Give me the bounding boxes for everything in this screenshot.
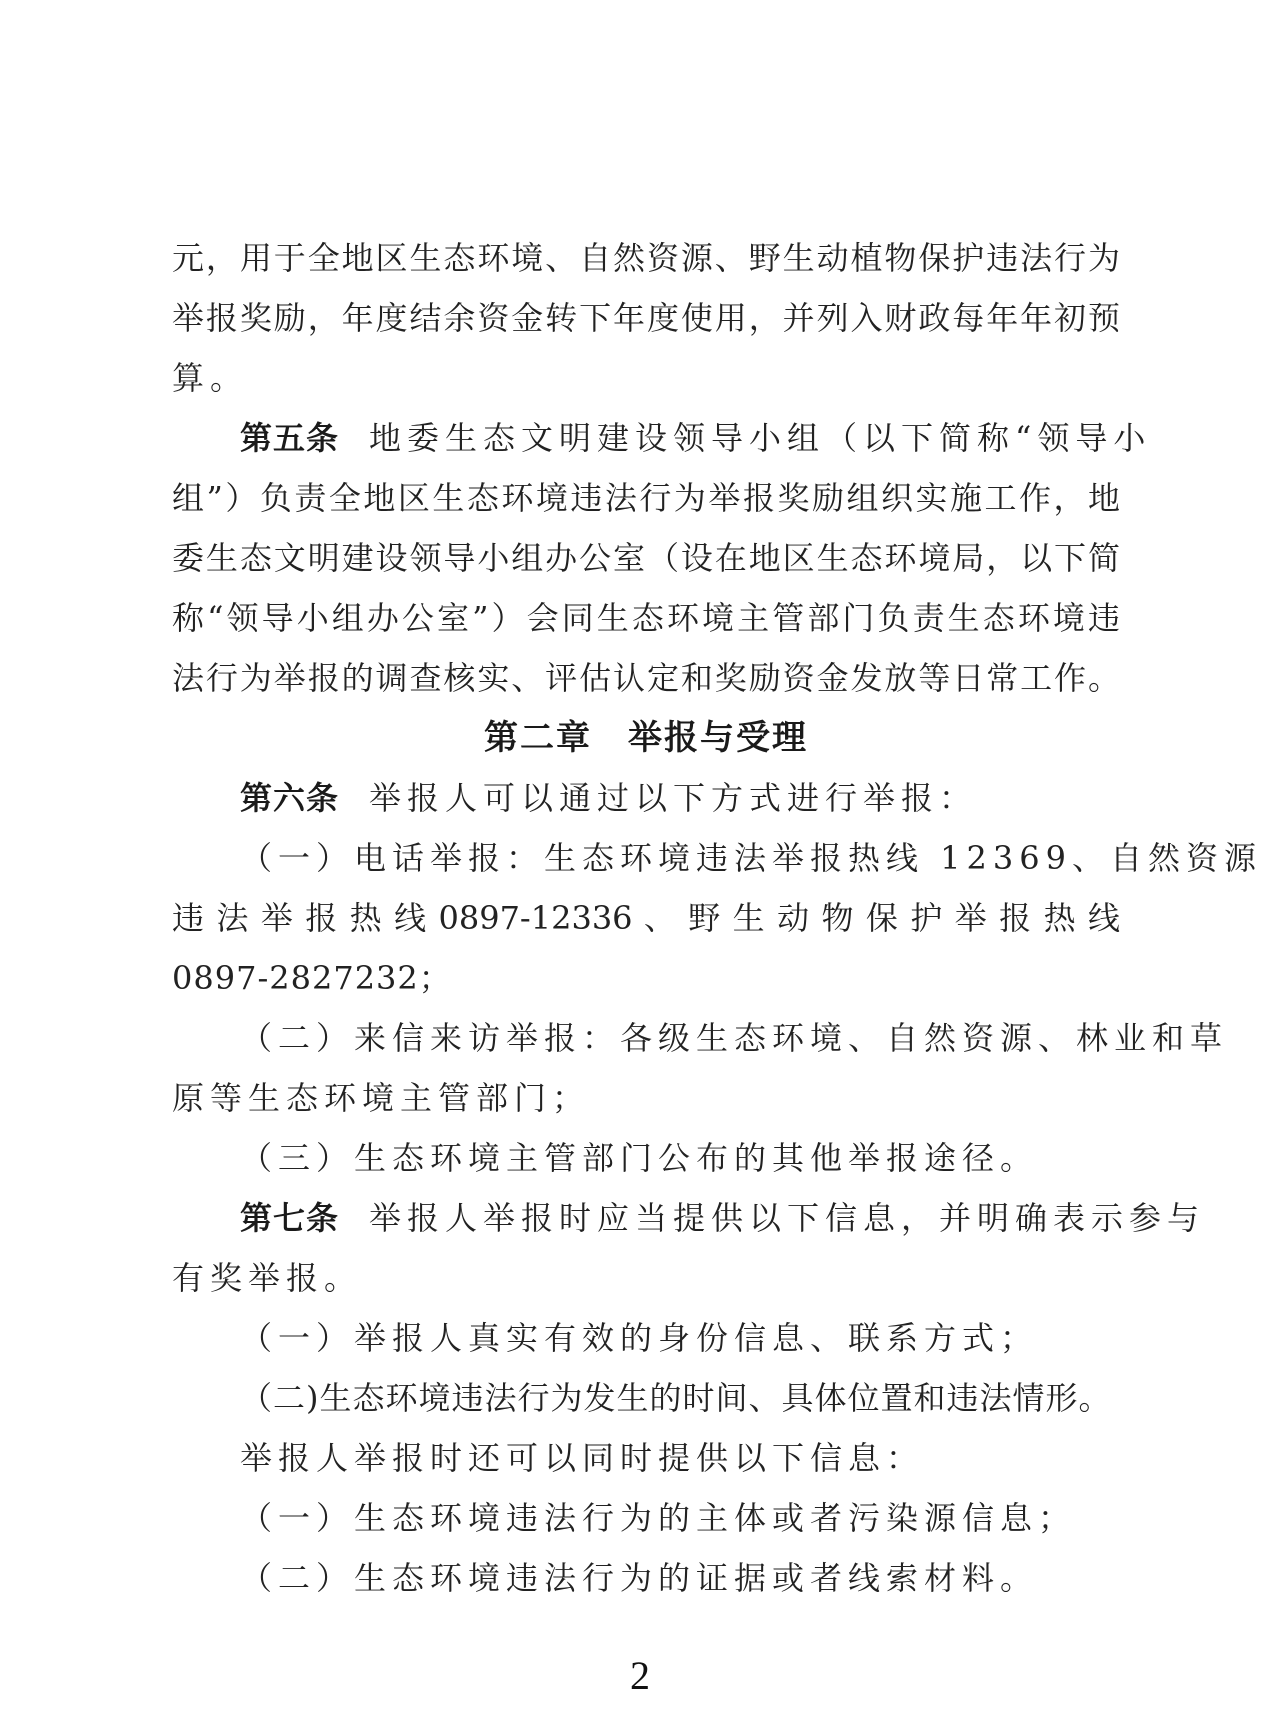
article-6-line [172, 768, 1120, 828]
article-6-text: 举报人可以通过以下方式进行举报： [369, 779, 978, 817]
list-item: （二)生态环境违法行为发生的时间、具体位置和违法情形。 [240, 1379, 1112, 1417]
article-5-label: 第五条 [240, 419, 340, 457]
list-item: （一）生态环境违法行为的主体或者污染源信息； [240, 1499, 1077, 1537]
list-item: （一）电话举报：生态环境违法举报热线 12369、自然资源 [240, 839, 1262, 877]
paragraph-line: 0897-2827232； [172, 959, 452, 997]
chapter-heading: 第二章 举报与受理 [484, 718, 808, 758]
document-body [172, 228, 1262, 1608]
page-number: 2 [630, 1653, 650, 1698]
paragraph-line: 法行为举报的调查核实、评估认定和奖励资金发放等日常工作。 [172, 659, 1120, 697]
article-5-line [172, 408, 1152, 468]
list-item: （二）生态环境违法行为的证据或者线索材料。 [240, 1559, 1039, 1597]
paragraph-line: 举报奖励，年度结余资金转下年度使用，并列入财政每年年初预 [172, 299, 1120, 337]
paragraph-line: 算。 [172, 359, 249, 397]
paragraph-line: 称“领导小组办公室”）会同生态环境主管部门负责生态环境违 [172, 599, 1120, 637]
article-7-line [172, 1188, 1206, 1248]
paragraph-line: 组”）负责全地区生态环境违法行为举报奖励组织实施工作，地 [172, 479, 1120, 517]
paragraph-line: 委生态文明建设领导小组办公室（设在地区生态环境局，以下简 [172, 539, 1120, 577]
paragraph-line: 元，用于全地区生态环境、自然资源、野生动植物保护违法行为 [172, 239, 1120, 277]
article-7-text: 举报人举报时应当提供以下信息，并明确表示参与 [369, 1199, 1206, 1237]
paragraph-line: 违 法 举 报 热 线 0897-12336 、 野 生 动 物 保 护 举 报 热 线 [172, 899, 1120, 937]
article-5-text: 地委生态文明建设领导小组（以下简称“领导小 [369, 419, 1152, 457]
paragraph-line: 原等生态环境主管部门； [172, 1079, 591, 1117]
article-6-label: 第六条 [240, 779, 340, 817]
list-item: （三）生态环境主管部门公布的其他举报途径。 [240, 1139, 1039, 1177]
list-item: （二）来信来访举报：各级生态环境、自然资源、林业和草 [240, 1019, 1229, 1057]
paragraph-line: 有奖举报。 [172, 1259, 363, 1297]
list-item: （一）举报人真实有效的身份信息、联系方式； [240, 1319, 1039, 1357]
article-7-label: 第七条 [240, 1199, 340, 1237]
paragraph-line: 举报人举报时还可以同时提供以下信息： [240, 1439, 925, 1477]
